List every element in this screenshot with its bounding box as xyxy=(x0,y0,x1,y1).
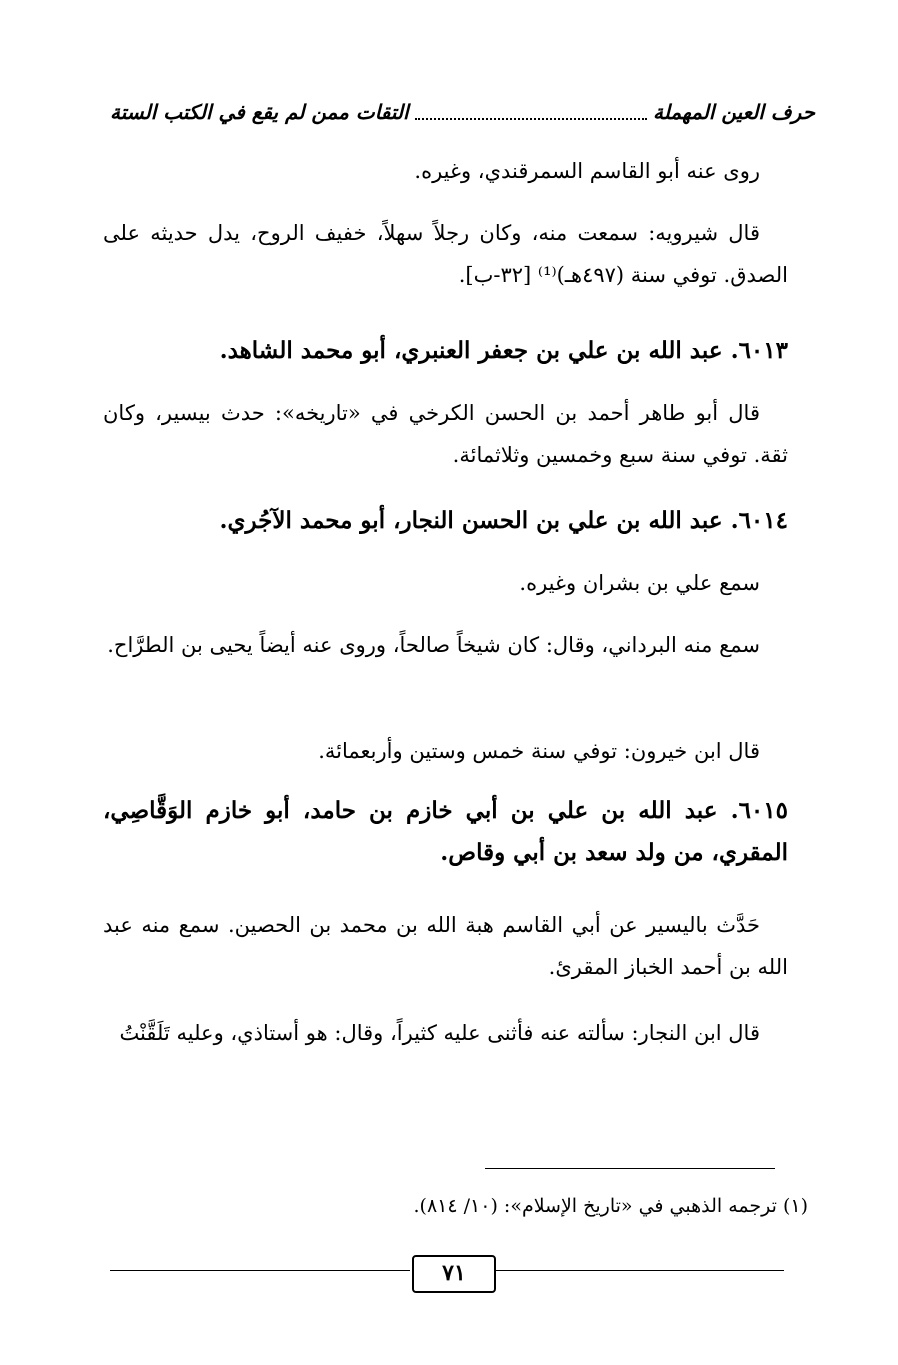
footnote-separator xyxy=(485,1168,775,1169)
paragraph: حَدَّث باليسير عن أبي القاسم هبة الله بن محمد بن الحصين. سمع منه عبد الله بن أحمد الخباز المقرئ. xyxy=(103,913,788,979)
footer-rule-left xyxy=(110,1270,410,1271)
paragraph: سمع علي بن بشران وغيره. xyxy=(519,571,760,595)
header-book-title: التقات ممن لم يقع في الكتب الستة xyxy=(110,100,409,124)
entry-title: عبد الله بن علي بن الحسن النجار، أبو محمد الآجُري. xyxy=(219,507,723,534)
entry-number: ٦٠١٤. xyxy=(730,507,788,534)
paragraph: قال أبو طاهر أحمد بن الحسن الكرخي في «تاريخه»: حدث بيسير، وكان ثقة. توفي سنة سبع وخمسين وثلاثمائة. xyxy=(103,401,788,467)
running-header xyxy=(110,92,815,132)
paragraph: قال ابن النجار: سألته عنه فأثنى عليه كثيراً، وقال: هو أستاذي، وعليه تَلَقَّنْتُ xyxy=(119,1021,760,1045)
header-dotted-separator xyxy=(415,104,647,120)
entry-number: ٦٠١٣. xyxy=(730,337,788,364)
paragraph: قال ابن خيرون: توفي سنة خمس وستين وأربعمائة. xyxy=(318,739,760,763)
header-chapter-title: حرف العين المهملة xyxy=(653,100,815,124)
entry-title: عبد الله بن علي بن جعفر العنبري، أبو محمد الشاهد. xyxy=(219,337,723,364)
footer-rule-right xyxy=(494,1270,784,1271)
entry-number: ٦٠١٥. xyxy=(730,797,788,824)
entry-heading xyxy=(103,790,788,874)
paragraph: روى عنه أبو القاسم السمرقندي، وغيره. xyxy=(414,159,760,183)
entry-heading xyxy=(103,500,788,542)
paragraph: قال شيرويه: سمعت منه، وكان رجلاً سهلاً، خفيف الروح، يدل حديثه على الصدق. توفي سنة (٤٩٧هـ)⁽¹⁾ [٣٢-ب]. xyxy=(103,221,788,287)
footnote: (١) ترجمه الذهبي في «تاريخ الإسلام»: (١٠/ ٨١٤). xyxy=(413,1195,808,1217)
page-number: ٧١ xyxy=(412,1255,496,1293)
entry-title: عبد الله بن علي بن أبي خازم بن حامد، أبو خازم الوَقَّاصِي، المقري، من ولد سعد بن أبي وقاص. xyxy=(103,797,788,866)
paragraph: سمع منه البرداني، وقال: كان شيخاً صالحاً، وروى عنه أيضاً يحيى بن الطرَّاح. xyxy=(107,633,760,657)
entry-heading xyxy=(103,330,788,372)
